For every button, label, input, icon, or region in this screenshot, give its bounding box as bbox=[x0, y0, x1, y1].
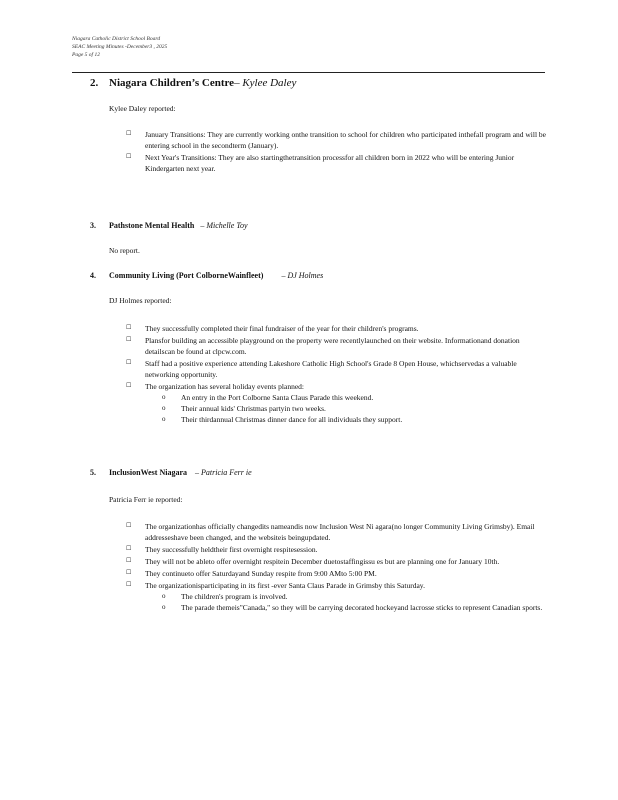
circle-bullet-icon: o bbox=[162, 415, 166, 423]
checkbox-bullet-icon: ☐ bbox=[126, 546, 132, 552]
checkbox-bullet-icon: ☐ bbox=[126, 131, 132, 137]
section-presenter: – Patricia Ferr ie bbox=[195, 468, 252, 477]
section-title: Community Living (Port ColborneWainfleet) bbox=[109, 271, 264, 280]
section-title: Niagara Children’s Centre bbox=[109, 77, 235, 89]
list-item: ☐ They will not be ableto offer overnight respitein December duetostaffingissu es but are planning one for January 10th. bbox=[126, 557, 500, 566]
sub-list-item: o Their thirdannual Christmas dinner dance for all individuals they support. bbox=[162, 415, 403, 424]
list-item: ☐ January Transitions: They are currently working onthe transition to school for children who participated inthefall program and will be entering school in the secondterm (January). bbox=[126, 130, 547, 150]
checkbox-bullet-icon: ☐ bbox=[126, 582, 132, 588]
list-item: ☐ Next Year's Transitions: They are also startingthetransition processfor all children born in 2022 who will be entering Junior Kindergarten next year. bbox=[126, 153, 515, 173]
list-item: ☐ The organization has several holiday events planned: o An entry in the Port Colborne Santa Claus Parade this weekend. o Their annual kids' Christmas partyin two weeks. o Their thirdannual Christmas dinner dance for all individuals they support. bbox=[126, 381, 546, 425]
list-item: ☐ The organizationhas officially changedits nameandis now Inclusion West Ni agara(no longer Community Living Grimsby). Email addresseshave been changed, and the websiteis beingupdated. bbox=[126, 522, 535, 542]
sub-list-item: o An entry in the Port Colborne Santa Claus Parade this weekend. bbox=[162, 393, 374, 402]
list-item: ☐ The organizationisparticipating in its first -ever Santa Claus Parade in Grimsby this Saturday. o The children's program is involved. o The parade themeis"Canada," so they will be carrying decorated hockeyand lacrosse sticks to represent Canadian sports. bbox=[126, 580, 546, 613]
section-presenter: – Kylee Daley bbox=[234, 77, 297, 89]
section-number: 5. bbox=[90, 468, 96, 477]
doc-header-org: Niagara Catholic District School Board bbox=[72, 36, 161, 42]
bullet-list bbox=[126, 521, 546, 614]
checkbox-bullet-icon: ☐ bbox=[126, 523, 132, 529]
section-title: InclusionWest Niagara bbox=[109, 468, 188, 477]
sub-list-item: o The parade themeis"Canada," so they will be carrying decorated hockeyand lacrosse sticks to represent Canadian sports. bbox=[162, 603, 543, 612]
list-item: ☐ Plansfor building an accessible playground on the property were recentlylaunched on their website. Informationand donation detailscan be found at clpcw.com. bbox=[126, 336, 520, 356]
section-heading-3 bbox=[90, 221, 248, 230]
section-intro: Patricia Ferr ie reported: bbox=[109, 495, 183, 504]
section-number: 2. bbox=[90, 77, 99, 89]
bullet-list bbox=[126, 323, 546, 426]
bullet-list bbox=[126, 129, 546, 175]
sub-bullet-list bbox=[145, 591, 546, 613]
checkbox-bullet-icon: ☐ bbox=[126, 154, 132, 160]
section-heading-2 bbox=[90, 77, 296, 89]
sub-bullet-list bbox=[145, 392, 546, 425]
checkbox-bullet-icon: ☐ bbox=[126, 558, 132, 564]
checkbox-bullet-icon: ☐ bbox=[126, 360, 132, 366]
list-item: ☐ Staff had a positive experience attending Lakeshore Catholic High School's Grade 8 Open House, whichservedas a valuable networking opportunity. bbox=[126, 359, 517, 379]
section-number: 3. bbox=[90, 221, 96, 230]
section-intro: No report. bbox=[109, 246, 140, 255]
circle-bullet-icon: o bbox=[162, 393, 166, 401]
list-item: ☐ They continueto offer Saturdayand Sunday respite from 9:00 AMto 5:00 PM. bbox=[126, 569, 377, 578]
list-item: ☐ They successfully completed their final fundraiser of the year for their children's programs. bbox=[126, 324, 419, 333]
section-intro: Kylee Daley reported: bbox=[109, 104, 176, 113]
section-intro: DJ Holmes reported: bbox=[109, 296, 172, 305]
list-item: ☐ They successfully heldtheir first overnight respitesession. bbox=[126, 545, 318, 554]
section-presenter: – DJ Holmes bbox=[281, 271, 324, 280]
circle-bullet-icon: o bbox=[162, 603, 166, 611]
checkbox-bullet-icon: ☐ bbox=[126, 337, 132, 343]
checkbox-bullet-icon: ☐ bbox=[126, 325, 132, 331]
doc-header-page: Page 5 of 12 bbox=[72, 52, 100, 58]
section-title: Pathstone Mental Health bbox=[109, 221, 195, 230]
checkbox-bullet-icon: ☐ bbox=[126, 570, 132, 576]
section-heading-5 bbox=[90, 468, 252, 477]
section-number: 4. bbox=[90, 271, 96, 280]
section-presenter: – Michelle Toy bbox=[200, 221, 248, 230]
section-heading-4 bbox=[90, 271, 323, 280]
circle-bullet-icon: o bbox=[162, 592, 166, 600]
doc-header-meeting: SEAC Meeting Minutes -December3 , 2025 bbox=[72, 44, 168, 50]
sub-list-item: o The children's program is involved. bbox=[162, 592, 288, 601]
circle-bullet-icon: o bbox=[162, 404, 166, 412]
header-rule bbox=[72, 72, 545, 73]
sub-list-item: o Their annual kids' Christmas partyin two weeks. bbox=[162, 404, 326, 413]
checkbox-bullet-icon: ☐ bbox=[126, 383, 132, 389]
